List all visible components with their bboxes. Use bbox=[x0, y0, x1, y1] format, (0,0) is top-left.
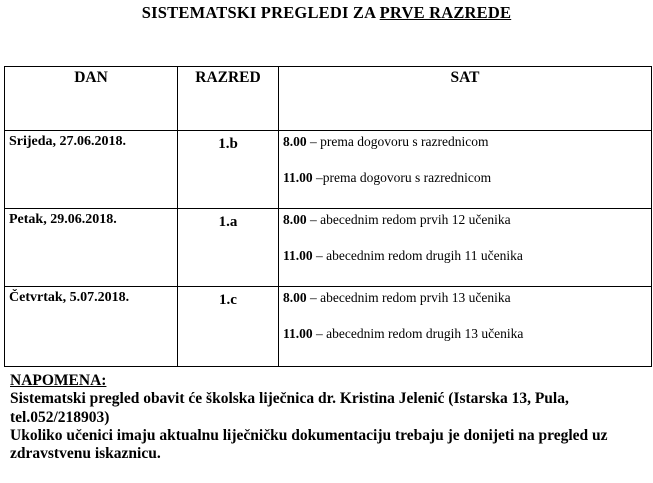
note-line: Ukoliko učenici imaju aktualnu liječničku dokumentaciju trebaju je donijeti na pregled uz zdravstvenu iskaznicu. bbox=[10, 426, 608, 463]
time-slot bbox=[283, 170, 651, 206]
slot-text: – abecednim redom drugih 11 učenika bbox=[312, 248, 523, 263]
time-slot bbox=[283, 326, 651, 362]
title-underlined: PRVE RAZREDE bbox=[379, 3, 512, 22]
slot-time: 8.00 bbox=[283, 212, 307, 227]
day-cell: Četvrtak, 5.07.2018. bbox=[5, 287, 178, 367]
slot-time: 11.00 bbox=[283, 170, 313, 185]
time-slot bbox=[283, 134, 651, 170]
table-row bbox=[5, 209, 652, 287]
note-line: Sistematski pregled obavit će školska liječnica dr. Kristina Jelenić (Istarska 13, Pula, tel.052/218903) bbox=[10, 390, 569, 426]
header-razred: RAZRED bbox=[178, 67, 279, 131]
time-slot bbox=[283, 212, 651, 248]
time-slot bbox=[283, 248, 651, 284]
header-sat: SAT bbox=[279, 67, 652, 131]
time-slot bbox=[283, 290, 651, 326]
title-prefix: SISTEMATSKI PREGLEDI ZA bbox=[141, 3, 376, 22]
class-cell: 1.a bbox=[178, 209, 279, 287]
slot-time: 8.00 bbox=[283, 134, 307, 149]
page-title bbox=[0, 3, 653, 23]
table-header-row bbox=[5, 67, 652, 131]
day-cell: Srijeda, 27.06.2018. bbox=[5, 131, 178, 209]
day-cell: Petak, 29.06.2018. bbox=[5, 209, 178, 287]
slot-time: 8.00 bbox=[283, 290, 307, 305]
slot-time: 11.00 bbox=[283, 248, 313, 263]
schedule-table bbox=[4, 66, 652, 367]
time-cell bbox=[279, 131, 652, 209]
slot-text: – prema dogovoru s razrednicom bbox=[306, 134, 489, 149]
time-cell bbox=[279, 287, 652, 367]
note-section bbox=[10, 372, 650, 463]
note-heading: NAPOMENA: bbox=[10, 372, 107, 389]
class-cell: 1.b bbox=[178, 131, 279, 209]
slot-text: – abecednim redom prvih 12 učenika bbox=[306, 212, 511, 227]
header-dan: DAN bbox=[5, 67, 178, 131]
table-row bbox=[5, 287, 652, 367]
slot-text: – abecednim redom prvih 13 učenika bbox=[306, 290, 511, 305]
slot-time: 11.00 bbox=[283, 326, 313, 341]
class-cell: 1.c bbox=[178, 287, 279, 367]
slot-text: –prema dogovoru s razrednicom bbox=[312, 170, 492, 185]
slot-text: – abecednim redom drugih 13 učenika bbox=[312, 326, 524, 341]
table-row bbox=[5, 131, 652, 209]
time-cell bbox=[279, 209, 652, 287]
